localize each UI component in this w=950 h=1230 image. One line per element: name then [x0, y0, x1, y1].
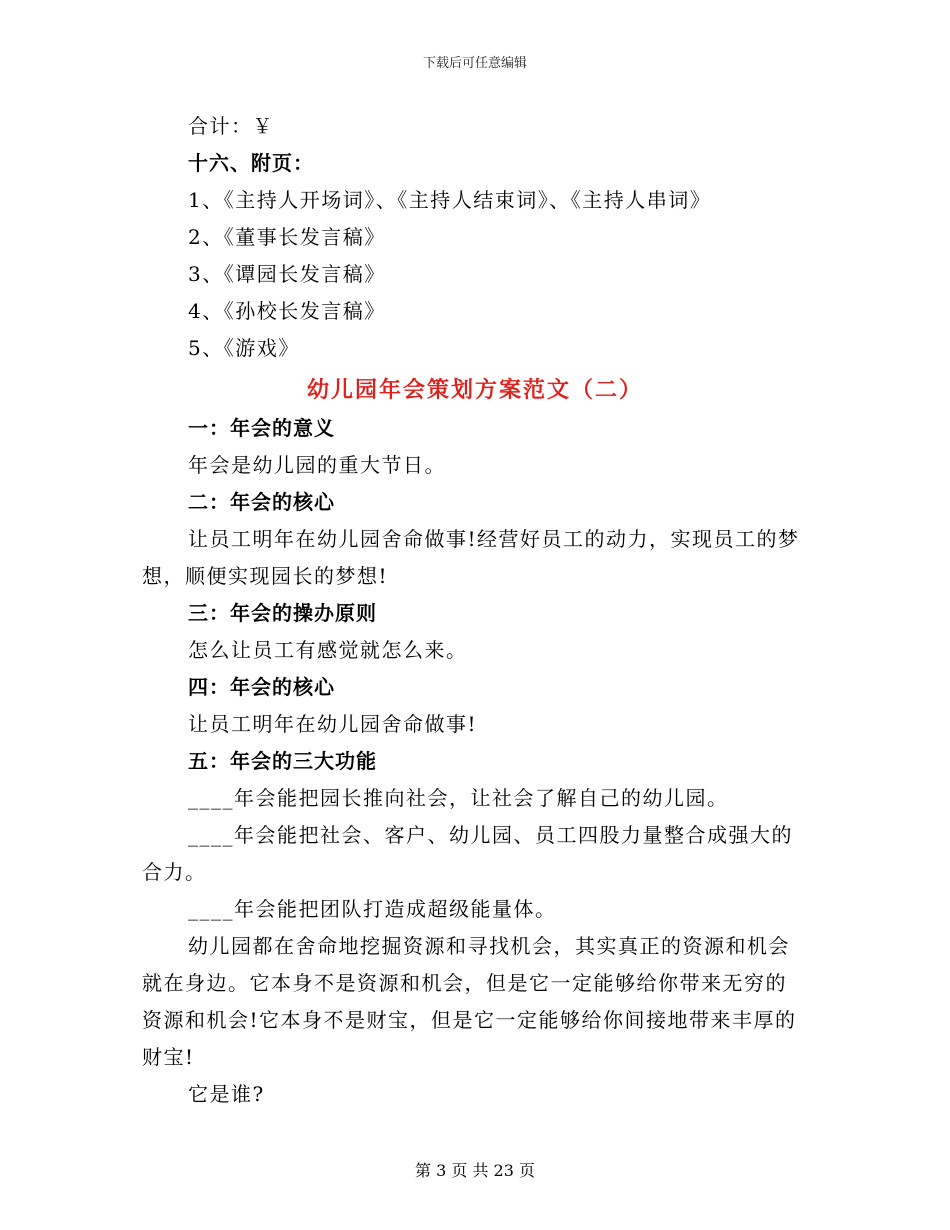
- function-item-3: ____年会能把团队打造成超级能量体。: [188, 897, 557, 921]
- document-title: 幼儿园年会策划方案范文（二）: [306, 378, 643, 403]
- paragraph-4: 让员工明年在幼儿园舍命做事!: [188, 712, 478, 736]
- appendix-item-3: 3、《谭园长发言稿》: [188, 262, 386, 286]
- appendix-item-4: 4、《孙校长发言稿》: [188, 299, 386, 323]
- paragraph-5-line-1: 幼儿园都在舍命地挖掘资源和寻找机会，其实真正的资源和机会: [188, 934, 790, 958]
- paragraph-1: 年会是幼儿园的重大节日。: [188, 453, 446, 477]
- appendix-item-5: 5、《游戏》: [188, 336, 300, 360]
- appendix-heading: 十六、附页：: [188, 151, 314, 175]
- paragraph-2-line-1: 让员工明年在幼儿园舍命做事!经营好员工的动力，实现员工的梦: [188, 527, 800, 551]
- paragraph-3: 怎么让员工有感觉就怎么来。: [188, 638, 468, 662]
- function-item-2-line-1: ____年会能把社会、客户、幼儿园、员工四股力量整合成强大的: [188, 823, 793, 847]
- appendix-item-2: 2、《董事长发言稿》: [188, 225, 386, 249]
- page-footer: 第 3 页 共 23 页: [415, 1161, 535, 1180]
- function-item-2-line-2: 合力。: [142, 860, 207, 884]
- total-line: 合计：￥: [188, 114, 274, 138]
- section-heading-5: 五：年会的三大功能: [188, 749, 377, 773]
- section-heading-3: 三：年会的操办原则: [188, 601, 377, 625]
- section-heading-4: 四：年会的核心: [188, 675, 335, 699]
- appendix-item-1: 1、《主持人开场词》、《主持人结束词》、《主持人串词》: [188, 188, 712, 212]
- section-heading-1: 一：年会的意义: [188, 416, 335, 440]
- paragraph-2-line-2: 想，顺便实现园长的梦想!: [142, 564, 389, 588]
- paragraph-6: 它是谁?: [188, 1082, 265, 1106]
- paragraph-5-line-2: 就在身边。它本身不是资源和机会，但是它一定能够给你带来无穷的: [142, 971, 787, 995]
- paragraph-5-line-3: 资源和机会!它本身不是财宝，但是它一定能够给你间接地带来丰厚的: [142, 1008, 797, 1032]
- paragraph-5-line-4: 财宝!: [142, 1045, 195, 1069]
- section-heading-2: 二：年会的核心: [188, 490, 335, 514]
- page-header: 下载后可任意编辑: [422, 56, 527, 71]
- function-item-1: ____年会能把园长推向社会，让社会了解自己的幼儿园。: [188, 786, 729, 810]
